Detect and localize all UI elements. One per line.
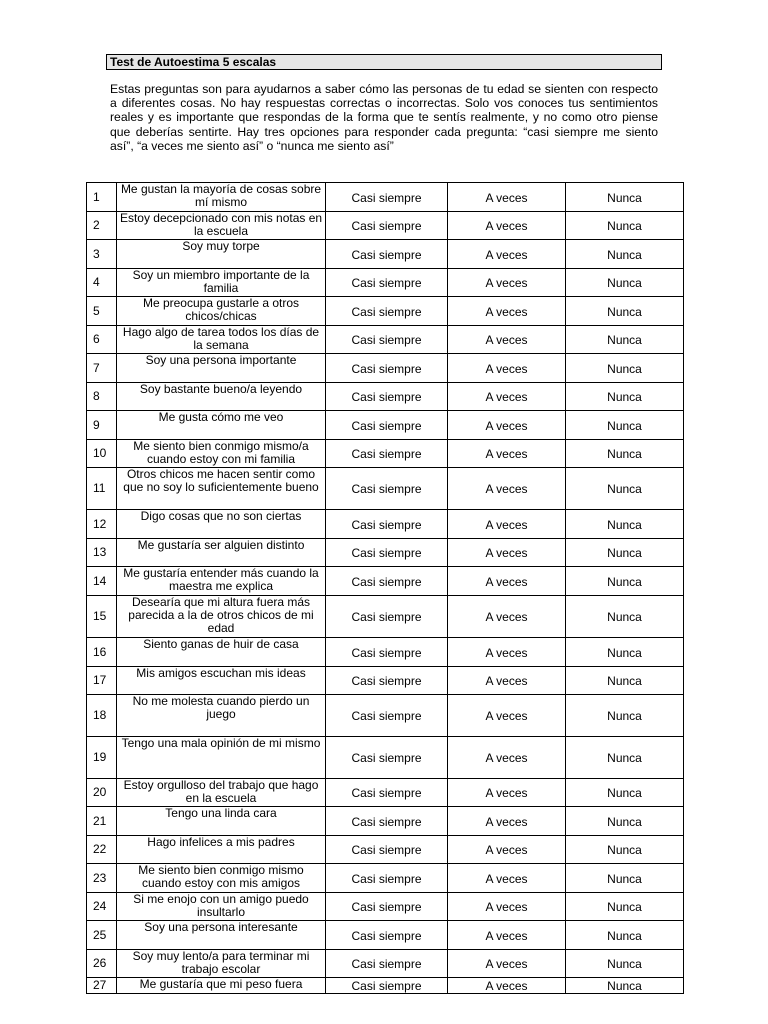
option-casi-siempre[interactable]: Casi siempre [326,596,448,638]
question-number: 25 [87,921,117,950]
question-row [87,950,684,978]
question-text: Desearía que mi altura fuera más parecida a la de otros chicos de mi edad [117,596,326,638]
question-number: 24 [87,893,117,921]
question-row [87,567,684,596]
option-casi-siempre[interactable]: Casi siempre [326,411,448,440]
question-number: 9 [87,411,117,440]
option-a-veces[interactable]: A veces [448,440,566,468]
option-nunca[interactable]: Nunca [566,567,684,596]
question-number: 23 [87,864,117,893]
question-number: 7 [87,354,117,383]
option-nunca[interactable]: Nunca [566,269,684,297]
option-a-veces[interactable]: A veces [448,297,566,326]
option-a-veces[interactable]: A veces [448,779,566,807]
question-row [87,695,684,737]
question-number: 22 [87,836,117,864]
question-row [87,921,684,950]
option-nunca[interactable]: Nunca [566,440,684,468]
question-row [87,212,684,240]
question-number: 6 [87,326,117,354]
question-text: Si me enojo con un amigo puedo insultarlo [117,893,326,921]
question-number: 10 [87,440,117,468]
question-row [87,440,684,468]
question-number: 13 [87,539,117,567]
option-nunca[interactable]: Nunca [566,836,684,864]
option-casi-siempre[interactable]: Casi siempre [326,354,448,383]
option-casi-siempre[interactable]: Casi siempre [326,326,448,354]
option-a-veces[interactable]: A veces [448,667,566,695]
question-text: Estoy orgulloso del trabajo que hago en la escuela [117,779,326,807]
option-casi-siempre[interactable]: Casi siempre [326,539,448,567]
option-nunca[interactable]: Nunca [566,354,684,383]
question-row [87,468,684,510]
question-text: Soy una persona importante [117,354,326,383]
option-casi-siempre[interactable]: Casi siempre [326,383,448,411]
question-row [87,183,684,212]
option-nunca[interactable]: Nunca [566,864,684,893]
option-a-veces[interactable]: A veces [448,354,566,383]
option-a-veces[interactable]: A veces [448,510,566,539]
option-casi-siempre[interactable]: Casi siempre [326,510,448,539]
question-row [87,836,684,864]
question-text: Me gustaría que mi peso fuera [117,978,326,994]
question-number: 8 [87,383,117,411]
question-row [87,411,684,440]
option-casi-siempre[interactable]: Casi siempre [326,297,448,326]
survey-body [87,183,684,994]
question-number: 27 [87,978,117,994]
option-nunca[interactable]: Nunca [566,240,684,269]
option-a-veces[interactable]: A veces [448,893,566,921]
question-text: Soy bastante bueno/a leyendo [117,383,326,411]
intro-paragraph: Estas preguntas son para ayudarnos a saber cómo las personas de tu edad se sienten con respecto a diferentes cosas. No hay respuestas correctas o incorrectas. Solo vos conoces tus sentimientos reales y es importante que respondas de la forma que te sentís realmente, y no como otro piense que deberías sentirte. Hay tres opciones para responder cada pregunta: “casi siempre me siento así”, “a veces me siento así” o “nunca me siento así” [110,82,658,153]
option-a-veces[interactable]: A veces [448,978,566,994]
survey-table [86,182,684,994]
option-nunca[interactable]: Nunca [566,638,684,667]
option-a-veces[interactable]: A veces [448,864,566,893]
option-nunca[interactable]: Nunca [566,411,684,440]
option-nunca[interactable]: Nunca [566,326,684,354]
question-text: Soy una persona interesante [117,921,326,950]
option-nunca[interactable]: Nunca [566,893,684,921]
option-casi-siempre[interactable]: Casi siempre [326,864,448,893]
option-nunca[interactable]: Nunca [566,807,684,836]
question-row [87,326,684,354]
question-number: 3 [87,240,117,269]
option-a-veces[interactable]: A veces [448,383,566,411]
option-a-veces[interactable]: A veces [448,737,566,779]
question-number: 17 [87,667,117,695]
question-text: Hago algo de tarea todos los días de la semana [117,326,326,354]
question-row [87,240,684,269]
option-casi-siempre[interactable]: Casi siempre [326,269,448,297]
option-casi-siempre[interactable]: Casi siempre [326,950,448,978]
question-text: Me preocupa gustarle a otros chicos/chicas [117,297,326,326]
question-text: No me molesta cuando pierdo un juego [117,695,326,737]
option-a-veces[interactable]: A veces [448,468,566,510]
option-casi-siempre[interactable]: Casi siempre [326,468,448,510]
question-row [87,864,684,893]
option-casi-siempre[interactable]: Casi siempre [326,779,448,807]
option-nunca[interactable]: Nunca [566,921,684,950]
option-nunca[interactable]: Nunca [566,695,684,737]
question-text: Estoy decepcionado con mis notas en la escuela [117,212,326,240]
question-row [87,807,684,836]
question-number: 20 [87,779,117,807]
question-text: Me siento bien conmigo mismo cuando estoy con mis amigos [117,864,326,893]
option-casi-siempre[interactable]: Casi siempre [326,836,448,864]
option-nunca[interactable]: Nunca [566,539,684,567]
option-a-veces[interactable]: A veces [448,539,566,567]
option-a-veces[interactable]: A veces [448,695,566,737]
question-text: Soy muy lento/a para terminar mi trabajo escolar [117,950,326,978]
question-number: 16 [87,638,117,667]
question-row [87,269,684,297]
question-number: 26 [87,950,117,978]
option-casi-siempre[interactable]: Casi siempre [326,183,448,212]
option-a-veces[interactable]: A veces [448,950,566,978]
question-number: 5 [87,297,117,326]
option-a-veces[interactable]: A veces [448,921,566,950]
option-casi-siempre[interactable]: Casi siempre [326,567,448,596]
option-a-veces[interactable]: A veces [448,269,566,297]
question-text: Me gusta cómo me veo [117,411,326,440]
option-a-veces[interactable]: A veces [448,240,566,269]
question-row [87,297,684,326]
question-row [87,737,684,779]
document-title: Test de Autoestima 5 escalas [106,54,662,70]
question-number: 21 [87,807,117,836]
question-row [87,510,684,539]
option-casi-siempre[interactable]: Casi siempre [326,978,448,994]
question-text: Siento ganas de huir de casa [117,638,326,667]
question-row [87,383,684,411]
question-row [87,354,684,383]
question-row [87,667,684,695]
option-casi-siempre[interactable]: Casi siempre [326,212,448,240]
option-casi-siempre[interactable]: Casi siempre [326,638,448,667]
option-casi-siempre[interactable]: Casi siempre [326,921,448,950]
option-a-veces[interactable]: A veces [448,567,566,596]
question-text: Me gustaría entender más cuando la maestra me explica [117,567,326,596]
option-a-veces[interactable]: A veces [448,183,566,212]
question-number: 4 [87,269,117,297]
question-number: 2 [87,212,117,240]
question-number: 19 [87,737,117,779]
option-nunca[interactable]: Nunca [566,950,684,978]
option-a-veces[interactable]: A veces [448,596,566,638]
question-row [87,596,684,638]
question-number: 14 [87,567,117,596]
question-text: Hago infelices a mis padres [117,836,326,864]
question-row [87,638,684,667]
option-casi-siempre[interactable]: Casi siempre [326,807,448,836]
option-nunca[interactable]: Nunca [566,383,684,411]
option-nunca[interactable]: Nunca [566,297,684,326]
option-a-veces[interactable]: A veces [448,638,566,667]
option-nunca[interactable]: Nunca [566,212,684,240]
option-nunca[interactable]: Nunca [566,510,684,539]
option-casi-siempre[interactable]: Casi siempre [326,440,448,468]
option-casi-siempre[interactable]: Casi siempre [326,240,448,269]
question-text: Me gustan la mayoría de cosas sobre mí mismo [117,183,326,212]
question-text: Soy muy torpe [117,240,326,269]
question-text: Digo cosas que no son ciertas [117,510,326,539]
question-number: 11 [87,468,117,510]
question-row [87,539,684,567]
option-a-veces[interactable]: A veces [448,212,566,240]
question-row [87,978,684,994]
option-casi-siempre[interactable]: Casi siempre [326,667,448,695]
option-a-veces[interactable]: A veces [448,836,566,864]
question-number: 15 [87,596,117,638]
question-text: Tengo una linda cara [117,807,326,836]
question-number: 12 [87,510,117,539]
option-nunca[interactable]: Nunca [566,779,684,807]
question-text: Me gustaría ser alguien distinto [117,539,326,567]
option-a-veces[interactable]: A veces [448,807,566,836]
question-text: Me siento bien conmigo mismo/a cuando estoy con mi familia [117,440,326,468]
option-casi-siempre[interactable]: Casi siempre [326,737,448,779]
question-number: 1 [87,183,117,212]
option-nunca[interactable]: Nunca [566,667,684,695]
option-nunca[interactable]: Nunca [566,183,684,212]
question-number: 18 [87,695,117,737]
option-casi-siempre[interactable]: Casi siempre [326,695,448,737]
question-text: Otros chicos me hacen sentir como que no soy lo suficientemente bueno [117,468,326,510]
question-text: Tengo una mala opinión de mi mismo [117,737,326,779]
question-text: Mis amigos escuchan mis ideas [117,667,326,695]
option-a-veces[interactable]: A veces [448,411,566,440]
option-nunca[interactable]: Nunca [566,978,684,994]
question-row [87,779,684,807]
option-nunca[interactable]: Nunca [566,737,684,779]
option-a-veces[interactable]: A veces [448,326,566,354]
option-casi-siempre[interactable]: Casi siempre [326,893,448,921]
question-row [87,893,684,921]
option-nunca[interactable]: Nunca [566,468,684,510]
question-text: Soy un miembro importante de la familia [117,269,326,297]
option-nunca[interactable]: Nunca [566,596,684,638]
